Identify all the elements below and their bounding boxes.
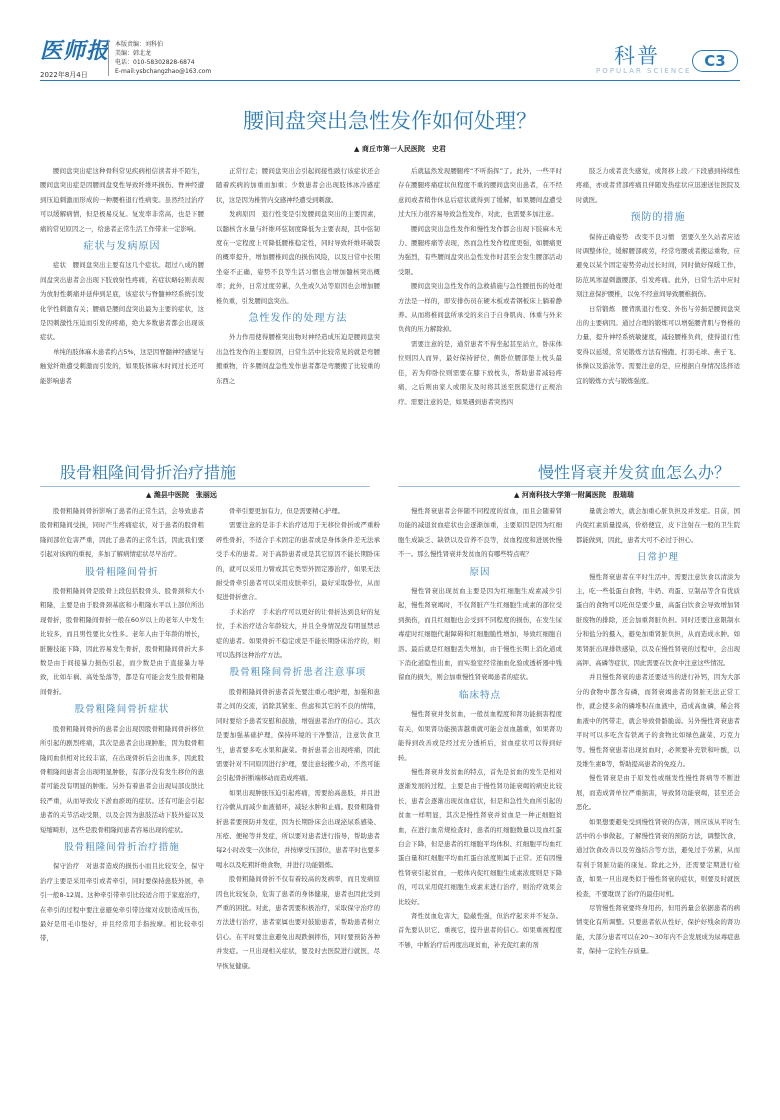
paragraph: 保守治疗 对患者造成的损伤小而且比较安全，保守治疗主要是采用牵引或者牵引，同时要保持患肢外展，牵引一般8-12周。这种牵引带牵引比较适合用于家庭治疗，在牵引的过程中要注意避免牵引带边缘对皮肤造成压伤，最好是用毛巾垫好，并且经常用手指按摩。相比较牵引带，: [40, 862, 204, 943]
paragraph: 慢性肾衰患者在平时生活中，需要注意饮食以清淡为主，吃一些低蛋白食物，牛奶、鸡蛋、豆制品等含有优质蛋白的食物可以吃但是要少量，高蛋白饮食会导致增加肾脏废物的排除，还会加重肾脏负担。同时还要注意限制水分和盐分的摄入，避免加重肾脏负担，从而造成水肿。如果肾脏出现排铁感染，以及在慢性肾衰的过程中，会出现高钾、高磷等症状，因此需要在饮食中注意这些情况。: [576, 572, 740, 668]
page-number: C3: [692, 50, 738, 72]
paragraph: 并且慢性肾衰的患者还要适当的进行补钙，因为大部分的食物中都含有磷，而肾衰竭患者的肾脏无法正常工作，就会使多余的磷堆积在血液中，造成高血磷，稀会将血液中的钙带走，就会导致骨骼脆弱。另外慢性肾衰患者平时可以多吃含有铁离子的食物比如绿色蔬菜、巧克力等。慢性肾衰患者出现贫血时，必须要补充铁和叶酸，以及维生素B等，帮助提高患者的免疫力。: [576, 673, 740, 768]
paragraph: 慢性肾衰并发贫血，一般贫血程度和肾功能损害程度有关，如果肾功能损害越重就可能会贫血越重，如果肾功能得到改善或是经过充分透析后，贫血症状可以得到好转。: [398, 710, 562, 762]
paragraph: 腰间盘突出症这种骨科常见疾病相信读者并不陌生，腰间盘突出症是因腰间盘变性导致纤维环损伤、脊神经遭到压迫刺激而形成的一种腰椎退行性病变。虽然经过治疗可以缓解病情，但是极易反复。复发率非常高，也是下腰痛的常见原因之一，给患者正常生活工作带来一定影响。: [40, 167, 204, 233]
subheading: 股骨粗隆间骨折症状: [74, 704, 170, 716]
masthead: [0, 0, 780, 80]
article-1-title: 腰间盘突出急性发作如何处理？: [243, 109, 537, 133]
subheading: 股骨粗隆间骨折: [85, 566, 159, 578]
paragraph: 量就会增大，就会加重心脏负担及并发症。目前，国内促红素质量提高，价格便宜，皮下注射在一般的卫生院都能做到，因此，患者大可不必过于担心。: [576, 507, 740, 544]
paragraph: 股骨粗隆间骨折的患者会出现因股骨粗隆间骨折移位所引起的剧烈疼痛，其次是患者会出现肿胀，因为股骨粗隆间血供相对比较丰富，在出现骨折后会出血多，因此股骨粗隆间患者会出现明显肿胀，有部分没有发生移位的患者可能没有明显的肿胀。另外有着患者会出现局部皮肤比较严重，从而导致皮下淤血瘀斑的症状。还有可能会引起患者的关节活动受限，以及会因为患肢活动下肢外旋以及短缩畸形，这些是股骨粗隆间患者容易出现的症状。: [40, 724, 204, 834]
paragraph: 股骨粗隆间骨折影响了患者的正常生活，会导致患者股骨粗隆间受损，同时产生疼痛症状，对于患者的股骨粗隆间部位危害严重，因此了患者的正常生活，因此我们要引起对该病的重视，多加了解病情症状尽早治疗。: [40, 507, 204, 559]
article-2-column-1: [40, 504, 204, 1100]
paragraph: 股骨粗隆间骨折患者首先要注重心理护理，加强和患者之间的交流，消除其紧张、焦虑和其它的不良的情绪，同时要给予患者安慰和鼓励，增强患者治疗的信心。其次是要加强基础护理，保持环境的干净整洁，注意饮食卫生，患者要多吃水果和蔬菜。骨折患者会出现疼痛，因此需要针对不同原因进行护理，要注意轻搬少动，不然可能会引起骨折断端移动而造成疼痛。: [216, 687, 380, 783]
paragraph: 发病原因 退行性变是引发腰间盘突出的主要因素，以髓核含水量与纤维环弦韧度降低为主要表现，其中弦韧度在一定程度上可降低腰椎稳定性，同时导致纤维环破裂的概率提升，增加腰椎间盘的损伤风险，以及日常中长期坐姿不正确、姿势不良等生活习惯也会增加髓核突出概率；此外，日常过度劳累、久坐或久站等原因也会增加腰椎负重，引发腰间盘突出。: [216, 210, 380, 305]
credit-phone: 电话：010-58302828-6874: [115, 59, 195, 66]
paragraph: 慢性肾衰并发贫血的特点，首先是贫血的发生是相对逐渐发展的过程，主要是由于慢性肾功能衰竭的病史比较长，患者会逐渐出现贫血症状，但是和急性失血所引起的贫血一样明显，其次是慢性肾衰并贫血是一种正细胞贫血，在进行血常规检查时，患者的红细胞数量以及血红蛋白会下降，但是患者的红细胞平均体积、红细胞平均血红蛋白量和红细胞平均血红蛋白浓度则属于正常。还有因慢性肾衰引起贫血，一般体内促红细胞生成素浓度则是下降的，可以采用促红细胞生成素来进行治疗，则治疗效果会比较好。: [398, 767, 562, 906]
paragraph: 肾性贫血危害大，隐蔽性强，但治疗起来并不复杂。首先要认识它、重视它，提升患者的信心。如果重视程度不够，中断治疗后再度出现贫血，补充促红素的剂: [398, 911, 562, 949]
paragraph: 日常锻炼 腰背肌退行性变、外伤与劳损是腰间盘突出的主要病因。通过合理的锻炼可以增强腰背肌与脊椎的力量，提升神经系统敏捷度，减轻腰椎负荷，使得退行性变得以延缓，常见锻炼方法有慢跑、打羽毛球、燕子飞、体操以及游泳等。需要注意的是，应根据自身情况选择适宜的锻炼方式与锻炼强度。: [576, 304, 740, 385]
paragraph: 肢乏力或者丧失感觉，或肾移上段／下段感到持续性疼痛，亦或者背部疼痛且伴随发热症状应迅速送往医院及时就医。: [576, 167, 740, 204]
paragraph: 尽管慢性肾衰要终身用药，但用药量会依据患者的病情变化有所调整。只要患者依从性好，保护好残余的肾功能，大部分患者可以在20～30年内不会发展成为尿毒症患者，保持一定的生存质量。: [576, 903, 740, 956]
credit-designer: 美编：韩北龙: [115, 50, 152, 57]
article-3-column-2: [576, 504, 740, 1100]
credit-editor: 本版责编：刘科伯: [115, 41, 164, 48]
article-1-author: ▲ 商丘市第一人民医院 史君: [354, 145, 446, 153]
paragraph: 需要注意的是非手术治疗适用于无移位骨折或严重粉碎性骨折，不适合手术固定的患者或是身体条件差无法承受手术的患者。对于高龄患者或是其它原因不能长期卧床的，就可以采用力臂或其它类型外固定器治疗，如果无法耐受骨牵引患者可以采用皮肤牵引，最好采取卧位，从而促进骨折愈合。: [216, 521, 380, 602]
article-1-column-3: [398, 164, 562, 444]
subheading: 原因: [469, 566, 491, 578]
paragraph: 腰间盘突出急性发作的急救措施与急性腰扭伤的处理方法是一样的，即安排伤员在硬木板或者钢板床上躺着静养。从而将椎间盘所承受的来自于自身肌肉、体重与外来负荷的压力解除掉。: [398, 282, 562, 334]
paragraph: 症状 腰间盘突出主要有这几个症状。超过八成的腰间盘突出患者会出现下肢放射性疼痛，若症状略轻则表现为放射性刺痛并延伸到足底，该症状与脊髓神经系统引发化学性刺激有关；腰痛是腰间盘突出最为主要的症状，这是因刺激性压迫而引发的疼痛，绝大多数患者都会出现该症状。: [40, 261, 204, 342]
article-1-column-2: [216, 164, 380, 444]
credit-email: E-mail:ysbchangzhao@163.com: [115, 68, 212, 75]
paragraph: 股骨粗隆间骨折不仅有着较高的发病率，而且发病原因也比较复杂，危害了患者的身体健康，患者也因此受到严重的困扰。对此，患者需要积极治疗，采取保守治疗的方法进行治疗，患者家属也要对鼓励患者，帮助患者树立信心。在平时要注意避免出现跌倒摔伤，同时要预防各种并发症。一旦出现相关症状，要及时去医院进行就医，尽早恢复健康。: [216, 875, 380, 970]
paragraph: 慢性肾衰患者会伴随不同程度的贫血，而且会随着肾功能的减退贫血症状也会逐渐加重，主要原因是因为红细胞生成缺乏、缺铁以及营养不良等，贫血程度和进展快慢不一。那么慢性肾衰并发贫血的有哪些特点呢？: [398, 507, 562, 559]
paragraph: 后就猛然发现腰腿疼“不听指挥”了。此外，一些平时存在腰腿疼痛症状但程度不重的腰间盘突出患者，在不经意间或者稍作休息后症状就得到了缓解，如果腰间盘遭受过大压力很容易导致急性发作，对此，也需要多加注意。: [398, 167, 562, 219]
article-3-author: ▲ 河南科技大学第一附属医院 殷瑞瑞: [514, 491, 634, 499]
paragraph: 保持正确姿势 改变不良习惯 需要久坐久站者应适时调整体位，缓解腰部疲劳，经常弯腰或者搬运重物，应避免以某个固定姿势劳动过长时间，同时做好保暖工作，防范风寒湿刺激腰部，引发疼痛。此外，日常生活中应时刻注意保护腰椎，以免不经意间导致腰椎损伤。: [576, 232, 740, 299]
newspaper-logo: 医师报: [40, 38, 110, 64]
paragraph: 外力作用使得腰椎突出物对神经造成压迫是腰间盘突出急性发作的主要原因，日常生活中比较常见的就是弯腰搬重物，许多腰间盘急性发作患者都是弯腰搬了比较重的东西之: [216, 333, 380, 385]
paragraph: 股骨粗隆间骨是股骨上段包括股骨头、股骨颈和大小粗隆，主要是由于股骨颈基底和小粗隆水平以上部位所出现骨折，股骨粗隆间骨折一般在60岁以上的老年人中发生比较多，而且男性要比女性多。老年人由于年龄的增长，脏腑技能下降，因此容易发生骨折，股骨粗隆间骨折大多数是由于间接暴力损伤引起，而少数是由于直接暴力导致，比如车祸、高处坠落等，都是有可能会发生股骨粗隆间骨折。: [40, 587, 204, 696]
article-2-title: 股骨粗隆间骨折治疗措施: [60, 463, 237, 482]
paragraph: 单纯的肢体麻木患者约占5%，这是因脊髓神经感觉与触觉纤维遭受刺激而引发的，如果肢体麻木时间过长还可能影响患者: [40, 347, 204, 385]
masthead-rule: [40, 80, 740, 81]
subheading: 预防的措施: [630, 212, 686, 224]
article-2-column-2: [216, 504, 380, 1100]
paragraph: 慢性肾衰是由于原发性或继发性慢性肾病等不断进展，而造成肾单位严重损害，导致肾功能衰竭，甚至还会恶化。: [576, 774, 740, 812]
paragraph: 需要注意的是，通常患者不得坐起甚至站立，卧床体位则因人而异，最好保持舒位，侧卧位腰部垫上枕头最佳，若为仰卧位则需要在膝下放枕头，帮助患者减轻疼痛，之后则由家人或朋友及时将其送至医院进行正规治疗。需要注意的是，如果遇到患者突然四: [398, 339, 562, 406]
subheading: 股骨粗隆间骨折治疗措施: [64, 841, 180, 853]
paragraph: 骨牵引要更加有力，但是需要精心护理。: [229, 507, 345, 515]
issue-date: 2022年8月4日: [40, 71, 88, 79]
paragraph: 如果出现肿胀压迫引起疼痛，需要抬高患肢，并且进行冷敷从而减少血液循环，减轻水肿和止痛。股骨粗隆骨折患者要预防并发症，因为长期卧床会出现泌尿系感染、压疮、便秘等并发症，所以要对患者进行指导，帮助患者每2小时改变一次体位，并按摩受压部位，患者平时也要多喝水以及吃粗纤维食物，并进行功能锻炼。: [216, 788, 380, 869]
article-2-rule: [40, 486, 370, 487]
subheading: 股骨粗隆间骨折患者注意事项: [229, 667, 367, 679]
article-3-title: 慢性肾衰并发贫血怎么办？: [538, 463, 731, 482]
paragraph: 如果想要避免受到慢性肾衰的伤害，则应该从平时生活中的小事做起，了解慢性肾衰的预防方法，调整饮食，通过饮食改善以及劳逸结合等方法，避免过于劳累，从而有利于肾脏功能的康复。除此之外，还需要定期进行检查，如果一旦出现类似于慢性肾衰的症状，则要及时就医检查，不要耽误了治疗的最佳时机。: [576, 817, 740, 898]
paragraph: 正常行走；腰间盘突出会引起间接性跛行该症状还会随着疾病的加重而加重；少数患者会出现肢体冰冷感症状，这是因为椎管内交感神经遭受到刺激。: [216, 167, 380, 204]
section-subtitle: POPULAR SCIENCE: [596, 67, 692, 75]
subheading: 临床特点: [458, 689, 501, 701]
subheading: 症状与发病原因: [83, 241, 161, 253]
paragraph: 手术治疗 手术治疗可以更好的让骨折达到良好的复位，手术治疗适合年龄较大，并且全身情况没有明显禁忌症的患者。如果骨折不稳定或是不能长期卧床治疗的，则可以选择这种治疗方法。: [216, 607, 380, 660]
article-2-author: ▲ 潍县中医院 张丽远: [146, 491, 217, 499]
article-1-column-1: [40, 164, 204, 444]
article-3-rule: [398, 486, 740, 487]
subheading: 日常护理: [636, 552, 679, 564]
paragraph: 腰间盘突出急性发作和慢性发作都会出现下肢麻木无力、腰腿疼痛等表现，然而急性发作程度更强，如腰痛更为强烈，有些腰间盘突出急性发作时甚至会发生腰部活动受限。: [398, 224, 562, 276]
editor-credits: [108, 40, 358, 76]
section-title: 科普: [614, 44, 660, 68]
subheading: 急性发作的处理方法: [248, 313, 348, 325]
article-3-column-1: [398, 504, 562, 1100]
article-1-column-4: [576, 164, 740, 444]
paragraph: 慢性肾衰出现贫血主要是因为红细胞生成素减少引起，慢性肾衰竭时，不仅肾脏产生红细胞生成素的部位受到损伤，而且红细胞也会受到不同程度的损伤，在发生尿毒症时红细胞代谢障碍和红细胞脆性增加，导致红细胞自溶。最后就是红细胞丢失增加，由于慢性长期上消化道或下消化道隐性出血，而实验室经常抽血化验或透析器中残留血的损失，则会加重慢性肾衰竭患者的症状。: [398, 587, 562, 682]
